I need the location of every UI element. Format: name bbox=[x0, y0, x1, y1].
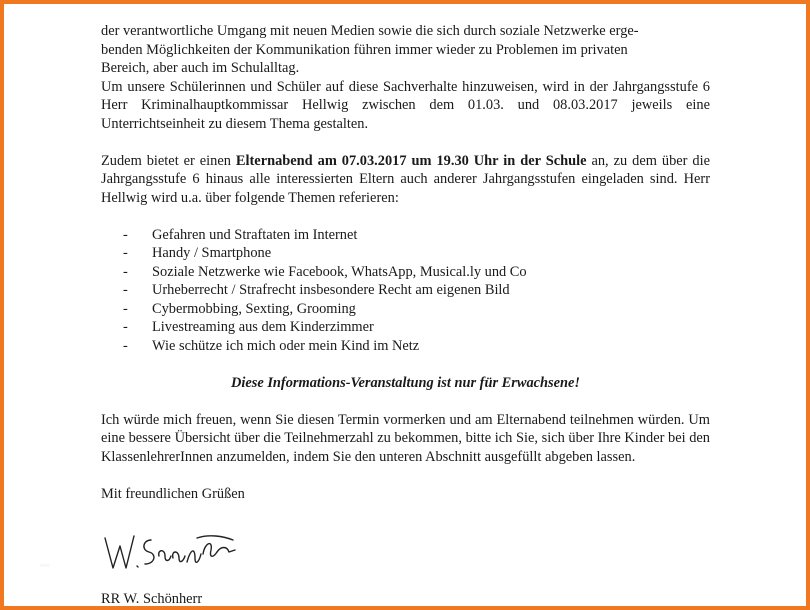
bullet-dash: - bbox=[123, 245, 128, 261]
list-item bbox=[101, 318, 710, 337]
intro-line: Bereich, aber auch im Schulalltag. bbox=[101, 60, 300, 76]
bullet-dash: - bbox=[123, 282, 128, 298]
list-item bbox=[101, 263, 710, 282]
evening-suffix: an, zu dem über die Jahrgangsstufe 6 hinaus alle interessierten Eltern auch anderer Jahrgangsstufen eingeladen sind. Herr Hellwig wird u.a. über folgende Themen referieren: bbox=[101, 152, 710, 206]
evening-highlight: Elternabend am 07.03.2017 um 19.30 Uhr in der Schule bbox=[235, 152, 587, 169]
topic-text: Soziale Netzwerke wie Facebook, WhatsApp, Musical.ly und Co bbox=[152, 263, 527, 280]
bullet-dash: - bbox=[123, 300, 128, 317]
list-item bbox=[101, 337, 710, 356]
evening-prefix: Zudem bietet er einen bbox=[101, 152, 236, 169]
topic-text: Cybermobbing, Sexting, Grooming bbox=[152, 300, 356, 317]
list-item bbox=[101, 281, 710, 300]
faint-watermark: ▫▫▫ bbox=[40, 560, 50, 570]
topic-text: Wie schütze ich mich oder mein Kind im Netz bbox=[152, 337, 420, 354]
topic-list bbox=[101, 226, 710, 356]
bullet-dash: - bbox=[123, 337, 128, 354]
topic-text: Livestreaming aus dem Kinderzimmer bbox=[152, 319, 374, 335]
list-item bbox=[101, 300, 710, 319]
list-item bbox=[101, 244, 710, 263]
intro-paragraph bbox=[101, 22, 710, 78]
intro-line: der verantwortliche Umgang mit neuen Medien sowie die sich durch soziale Netzwerke erge- bbox=[101, 23, 639, 39]
list-item bbox=[101, 226, 710, 245]
handwritten-signature bbox=[101, 528, 251, 576]
bullet-dash: - bbox=[123, 226, 128, 243]
signer-name: RR W. Schönherr bbox=[101, 591, 203, 607]
topic-text: Gefahren und Straftaten im Internet bbox=[152, 226, 358, 243]
intro-line: benden Möglichkeiten der Kommunikation führen immer wieder zu Problemen im privaten bbox=[101, 41, 628, 58]
bullet-dash: - bbox=[123, 319, 128, 335]
topic-text: Handy / Smartphone bbox=[152, 245, 272, 261]
evening-paragraph bbox=[101, 152, 710, 208]
topic-text: Urheberrecht / Strafrecht insbesondere Recht am eigenen Bild bbox=[152, 282, 510, 298]
closing-greeting: Mit freundlichen Grüßen bbox=[101, 485, 245, 502]
bullet-dash: - bbox=[123, 263, 128, 280]
letter-body bbox=[101, 22, 710, 503]
info-paragraph: Um unsere Schülerinnen und Schüler auf diese Sachverhalte hinzuweisen, wird in der Jahrgangsstufe 6 Herr Kriminalhauptkommissar Hellwig zwischen dem 01.03. und 08.03.2017 jeweils eine Unterrichtseinheit zu diesem Thema gestalten. bbox=[101, 78, 710, 132]
adults-only-notice: Diese Informations-Veranstaltung ist nur für Erwachsene! bbox=[230, 374, 581, 391]
request-paragraph: Ich würde mich freuen, wenn Sie diesen Termin vormerken und am Elternabend teilnehmen würden. Um eine bessere Übersicht über die Teilnehmerzahl zu bekommen, bitte ich Sie, sich über Ihre Kinder bei den KlassenlehrerInnen anzumelden, indem Sie den unteren Abschnitt ausgefüllt abgeben lassen. bbox=[101, 411, 710, 465]
